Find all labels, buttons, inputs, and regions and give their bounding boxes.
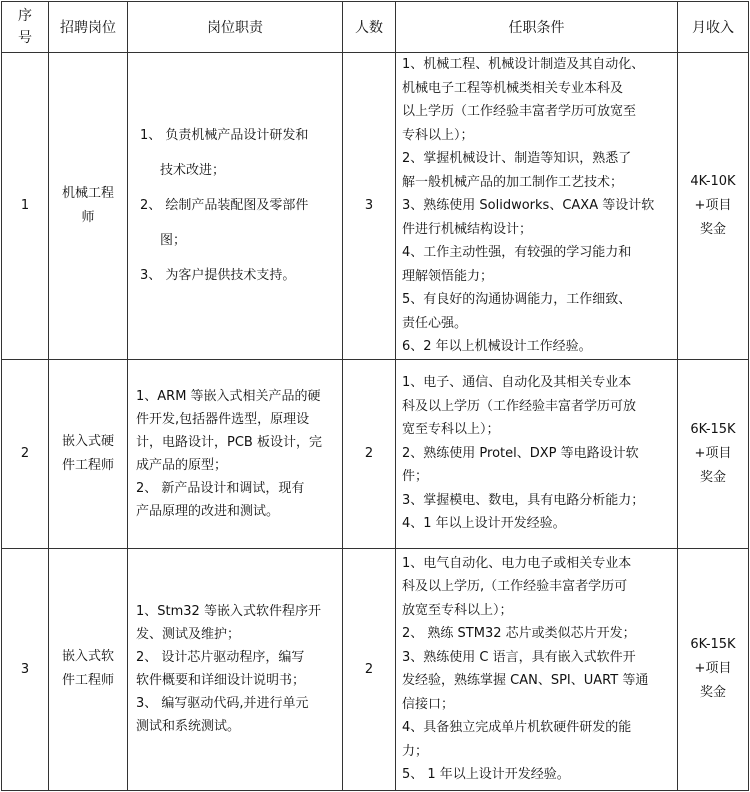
duty-line: 发、测试及维护； <box>136 627 241 642</box>
requirement-line: 1、电气自动化、电力电子或相关专业本 <box>402 555 632 571</box>
duty-line: 1、ARM 等嵌入式相关产品的硬 <box>136 388 321 404</box>
header-salary: 月收入 <box>678 2 749 53</box>
duty-line: 产品原理的改进和测试。 <box>136 503 280 519</box>
duty-line: 软件概要和详细设计说明书； <box>136 673 306 688</box>
row-salary <box>678 359 749 548</box>
salary-line: +项目 <box>694 661 732 676</box>
row-position <box>49 548 128 790</box>
duty-line: 计，电路设计，PCB 板设计，完 <box>136 434 322 450</box>
requirement-line: 机械电子工程等机械类相关专业本科及 <box>402 80 624 96</box>
header-seq-line2: 号 <box>18 30 32 46</box>
requirement-line: 专科以上）； <box>402 127 474 143</box>
requirement-line: 3、熟练使用 Solidworks、CAXA 等设计软 <box>402 198 655 213</box>
requirement-line: 5、有良好的沟通协调能力，工作细致、 <box>402 292 632 307</box>
requirement-line: 2、 熟练 STM32 芯片或类似芯片开发； <box>402 626 636 641</box>
row-duties <box>128 359 343 548</box>
requirement-line: 4、1 年以上设计开发经验。 <box>402 516 566 532</box>
duty-line: 图； <box>160 233 187 249</box>
requirement-line: 责任心强。 <box>402 315 468 331</box>
requirement-line: 力； <box>402 743 429 759</box>
duty-line: 2、 新产品设计和调试，现有 <box>136 480 305 496</box>
row-duties <box>128 548 343 790</box>
row-position-line: 件工程师 <box>61 673 114 688</box>
requirement-line: 件； <box>402 469 429 485</box>
row-seq: 1 <box>2 53 49 360</box>
row-duties <box>128 53 343 360</box>
header-position: 招聘岗位 <box>49 2 128 53</box>
requirement-line: 5、 1 年以上设计开发经验。 <box>402 767 570 782</box>
duty-line: 2、 绘制产品装配图及零部件 <box>140 198 309 214</box>
duty-line: 测试和系统测试。 <box>136 719 241 734</box>
salary-line: 奖金 <box>699 469 726 485</box>
header-duties: 岗位职责 <box>128 2 343 53</box>
row-seq: 2 <box>2 359 49 548</box>
requirement-line: 解一般机械产品的加工制作工艺技术； <box>402 174 624 190</box>
row-position <box>49 53 128 360</box>
header-row <box>2 2 749 53</box>
requirement-line: 放宽至专科以上）； <box>402 602 513 618</box>
requirement-line: 科及以上学历（工作经验丰富者学历可放 <box>402 398 637 414</box>
table-row <box>2 359 749 548</box>
requirement-line: 3、熟练使用 C 语言，具有嵌入式软件开 <box>402 649 636 665</box>
row-position-line: 机械工程 <box>61 185 114 201</box>
requirement-line: 信接口； <box>402 696 455 712</box>
row-requirements <box>396 359 678 548</box>
requirement-line: 以上学历（工作经验丰富者学历可放宽至 <box>402 104 637 119</box>
requirement-line: 发经验，熟练掌握 CAN、SPI、UART 等通 <box>402 673 649 688</box>
salary-line: 6K-15K <box>690 637 736 652</box>
row-requirements <box>396 53 678 360</box>
salary-line: +项目 <box>694 445 732 461</box>
row-position-line: 件工程师 <box>61 457 114 473</box>
duty-line: 件开发,包括器件选型，原理设 <box>136 411 310 427</box>
salary-line: 奖金 <box>699 221 726 237</box>
requirement-line: 1、机械工程、机械设计制造及其自动化、 <box>402 57 645 72</box>
duty-line: 技术改进； <box>160 163 226 179</box>
row-headcount: 3 <box>343 53 396 360</box>
requirement-line: 宽至专科以上）； <box>402 422 500 438</box>
recruitment-table <box>1 1 749 791</box>
duty-line: 3、 编写驱动代码,并进行单元 <box>136 696 309 711</box>
duty-line: 3、 为客户提供技术支持。 <box>140 268 296 284</box>
requirement-line: 4、工作主动性强，有较强的学习能力和 <box>402 245 632 260</box>
row-salary <box>678 53 749 360</box>
salary-line: 4K-10K <box>690 173 736 189</box>
header-headcount: 人数 <box>343 2 396 53</box>
header-requirements: 任职条件 <box>396 2 678 53</box>
requirement-line: 1、电子、通信、自动化及其相关专业本 <box>402 375 632 391</box>
row-salary <box>678 548 749 790</box>
row-position-line: 嵌入式软 <box>61 649 114 664</box>
duty-line: 1、 负责机械产品设计研发和 <box>140 128 309 144</box>
row-position <box>49 359 128 548</box>
duty-line: 1、Stm32 等嵌入式软件程序开 <box>136 604 321 619</box>
salary-line: 6K-15K <box>690 421 736 437</box>
requirement-line: 科及以上学历,（工作经验丰富者学历可 <box>402 579 628 594</box>
duty-line: 2、 设计芯片驱动程序，编写 <box>136 650 305 665</box>
salary-line: 奖金 <box>699 685 726 700</box>
requirement-line: 理解领悟能力； <box>402 268 494 284</box>
salary-line: +项目 <box>694 197 732 213</box>
row-headcount: 2 <box>343 359 396 548</box>
row-position-line: 师 <box>81 209 95 225</box>
requirement-line: 件进行机械结构设计； <box>402 221 533 237</box>
row-headcount: 2 <box>343 548 396 790</box>
header-seq-line1: 序 <box>18 8 32 24</box>
header-seq <box>2 2 49 53</box>
row-requirements <box>396 548 678 790</box>
row-position-line: 嵌入式硬 <box>61 433 114 449</box>
table-row <box>2 53 749 360</box>
requirement-line: 2、熟练使用 Protel、DXP 等电路设计软 <box>402 445 639 461</box>
requirement-line: 2、掌握机械设计、制造等知识，熟悉了 <box>402 151 632 166</box>
table-row <box>2 548 749 790</box>
row-seq: 3 <box>2 548 49 790</box>
requirement-line: 4、具备独立完成单片机软硬件研发的能 <box>402 720 632 735</box>
duty-line: 成产品的原型； <box>136 457 228 473</box>
requirement-line: 3、掌握模电、数电，具有电路分析能力； <box>402 492 645 508</box>
requirement-line: 6、2 年以上机械设计工作经验。 <box>402 339 592 354</box>
